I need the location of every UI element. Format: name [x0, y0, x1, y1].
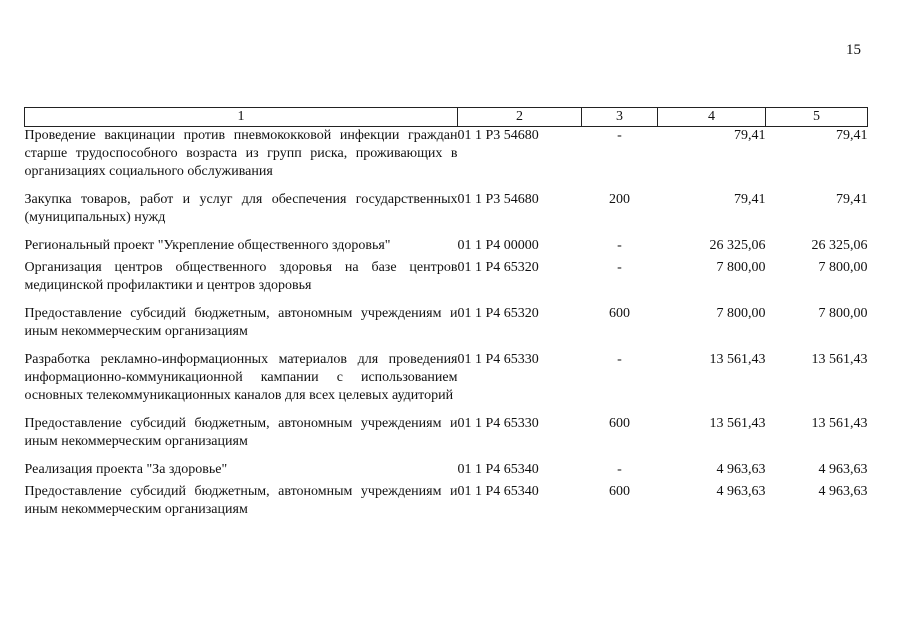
row-name: Предоставление субсидий бюджетным, автономным учреждениям и иным некоммерческим организациям [24, 306, 458, 339]
table-header-row [25, 108, 868, 127]
row-code: 01 1 Р4 65320 [457, 260, 539, 275]
row-value-4: 26 325,06 [709, 238, 766, 253]
table-row [25, 479, 868, 519]
row-value-4: 4 963,63 [716, 462, 766, 477]
row-value-5: 7 800,00 [818, 260, 868, 275]
header-col-2: 2 [458, 108, 582, 127]
row-value-5: 13 561,43 [811, 352, 868, 367]
page-number: 15 [846, 42, 861, 58]
table-row [25, 227, 868, 255]
header-col-4: 4 [658, 108, 766, 127]
row-name: Предоставление субсидий бюджетным, автономным учреждениям и иным некоммерческим организациям [24, 484, 458, 517]
row-value-4: 13 561,43 [709, 352, 766, 367]
row-code: 01 1 Р4 65340 [457, 484, 539, 499]
header-col-5: 5 [766, 108, 868, 127]
row-code: 01 1 Р4 65330 [457, 416, 539, 431]
row-type: - [617, 238, 622, 253]
table-row [25, 295, 868, 341]
row-type: - [617, 352, 622, 367]
row-value-5: 79,41 [836, 128, 868, 143]
row-code: 01 1 Р4 65320 [457, 306, 539, 321]
row-value-4: 13 561,43 [709, 416, 766, 431]
row-code: 01 1 Р4 65330 [457, 352, 539, 367]
row-value-5: 4 963,63 [818, 462, 868, 477]
row-name: Проведение вакцинации против пневмококковой инфекции граждан старше трудоспособного возраста из групп риска, проживающих в организациях социального обслуживания [24, 128, 458, 179]
row-value-4: 4 963,63 [716, 484, 766, 499]
row-value-5: 13 561,43 [811, 416, 868, 431]
row-type: - [617, 462, 622, 477]
row-code: 01 1 Р3 54680 [457, 192, 539, 207]
row-type: - [617, 260, 622, 275]
table-row [25, 181, 868, 227]
row-type: 600 [609, 416, 630, 431]
row-type: 200 [609, 192, 630, 207]
table-row [25, 127, 868, 182]
row-type: 600 [609, 484, 630, 499]
header-col-3: 3 [582, 108, 658, 127]
row-type: - [617, 128, 622, 143]
row-value-5: 79,41 [836, 192, 868, 207]
row-type: 600 [609, 306, 630, 321]
row-code: 01 1 Р4 00000 [457, 238, 539, 253]
row-name: Региональный проект "Укрепление общественного здоровья" [24, 238, 391, 253]
row-value-4: 79,41 [734, 192, 766, 207]
row-value-5: 4 963,63 [818, 484, 868, 499]
row-code: 01 1 Р3 54680 [457, 128, 539, 143]
row-value-5: 7 800,00 [818, 306, 868, 321]
table-row [25, 255, 868, 295]
row-name: Закупка товаров, работ и услуг для обеспечения государственных (муниципальных) нужд [24, 192, 458, 225]
header-col-1: 1 [25, 108, 458, 127]
table-row [25, 405, 868, 451]
row-code: 01 1 Р4 65340 [457, 462, 539, 477]
row-value-4: 7 800,00 [716, 306, 766, 321]
row-value-5: 26 325,06 [811, 238, 868, 253]
row-value-4: 7 800,00 [716, 260, 766, 275]
row-name: Реализация проекта "За здоровье" [24, 462, 228, 477]
row-name: Организация центров общественного здоровья на базе центров медицинской профилактики и центров здоровья [24, 260, 458, 293]
row-name: Предоставление субсидий бюджетным, автономным учреждениям и иным некоммерческим организациям [24, 416, 458, 449]
row-name: Разработка рекламно-информационных материалов для проведения информационно-коммуникационной кампании с использованием основных телекоммуникационных каналов для всех целевых аудиторий [24, 352, 458, 403]
table-row [25, 341, 868, 405]
table-row [25, 451, 868, 479]
budget-table [24, 107, 868, 519]
row-value-4: 79,41 [734, 128, 766, 143]
